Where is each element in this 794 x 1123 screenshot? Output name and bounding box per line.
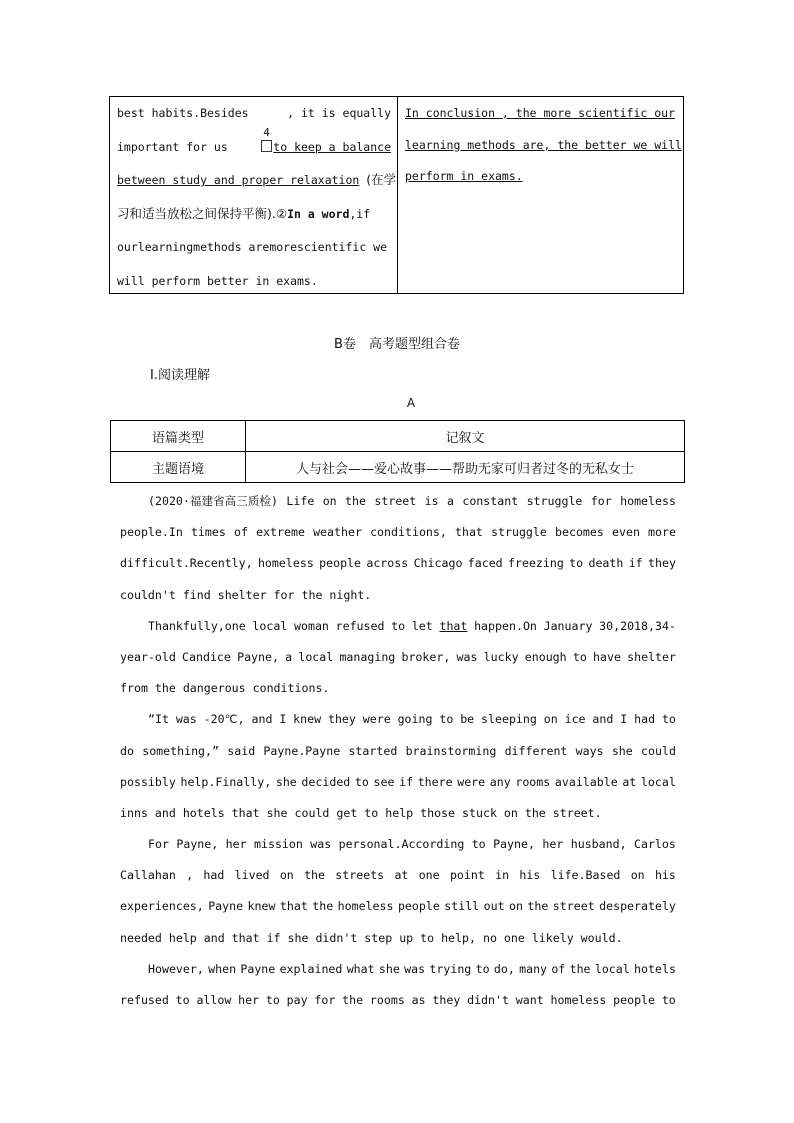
- text-fragment: ,if: [349, 206, 371, 221]
- text-line: [117, 204, 391, 238]
- text-fragment: ourlearningmethods aremorescientific we: [117, 240, 388, 254]
- improved-line: perform in exams.: [405, 169, 523, 183]
- passage-line: experiences, Payne knew that the homeless people still out on the street desperately: [120, 899, 676, 914]
- passage-line: year-old Candice Payne, a local managing broker, was lucky enough to have shelter: [120, 649, 676, 664]
- text-fragment: , it is equally: [287, 106, 391, 120]
- passage-line: from the dangerous conditions.: [120, 681, 330, 696]
- passage-line: “It was -20℃, and I knew they were going to be sleeping on ice and I had to: [148, 712, 676, 727]
- info-key: 语篇类型: [111, 421, 246, 452]
- passage-info-table: [110, 420, 685, 483]
- passage-line: However, when Payne explained what she was trying to do, many of the local hotels: [148, 961, 676, 976]
- chinese-note: 习和适当放松之间保持平衡).②: [117, 205, 288, 221]
- text-line: [117, 170, 397, 204]
- passage-line: difficult.Recently, homeless people across Chicago faced freezing to death if they: [120, 556, 676, 571]
- blank-number: 4: [263, 125, 270, 139]
- info-value: 记叙文: [246, 421, 685, 452]
- passage-line: (2020·福建省高三质检) Life on the street is a constant struggle for homeless: [148, 494, 676, 508]
- passage-line: couldn't find shelter for the night.: [120, 587, 372, 602]
- passage-line: people.In times of extreme weather conditions, that struggle becomes even more: [120, 525, 676, 540]
- chinese-note: (在学: [366, 172, 397, 187]
- passage-line: For Payne, her mission was personal.According to Payne, her husband, Carlos: [148, 837, 676, 852]
- improved-text-cell: [398, 97, 688, 293]
- info-value: 人与社会——爱心故事——帮助无家可归者过冬的无私女士: [246, 452, 685, 483]
- conclusion-comparison-table: [109, 96, 684, 294]
- blank-marker: [261, 125, 273, 157]
- passage-line: possibly help.Finally, she decided to see if there were any rooms available at local: [120, 774, 676, 789]
- text-fragment: will perform better in exams.: [117, 273, 318, 288]
- text-fragment: best habits.Besides: [117, 106, 249, 120]
- text-line: [117, 271, 391, 305]
- underlined-phrase: between study and proper relaxation: [117, 173, 360, 187]
- table-row: [111, 452, 685, 483]
- reading-passage: [120, 486, 676, 1016]
- passage-line: Callahan , had lived on the streets at one point in his life.Based on his: [120, 868, 676, 883]
- text-fragment: important for us: [117, 139, 228, 154]
- improved-line: In conclusion , the more scientific our: [405, 106, 676, 120]
- info-key: 主题语境: [111, 452, 246, 483]
- passage-line: do something,” said Payne.Payne started brainstorming different ways she could: [120, 743, 676, 758]
- underlined-phrase: to keep a balance: [273, 139, 391, 154]
- table-row: [111, 421, 685, 452]
- passage-line: refused to allow her to pay for the rooms as they didn't want homeless people to: [120, 993, 676, 1007]
- section-title: B卷 高考题型组合卷: [334, 337, 460, 352]
- text-line: [117, 103, 391, 137]
- text-fragment: [261, 125, 391, 171]
- passage-line: Thankfully,one local woman refused to let that happen.On January 30,2018,34-: [148, 618, 676, 633]
- passage-letter: A: [406, 396, 416, 410]
- passage-line: needed help and that if she didn't step up to help, no one likely would.: [120, 930, 623, 945]
- text-line: [117, 125, 391, 171]
- bold-phrase: In a word: [287, 206, 350, 221]
- text-line: [117, 237, 391, 271]
- passage-line: inns and hotels that she could get to help those stuck on the street.: [120, 805, 602, 820]
- improved-line: learning methods are, the better we will: [405, 137, 682, 152]
- original-text-cell: [110, 97, 398, 293]
- part-label: Ⅰ.阅读理解: [150, 368, 210, 383]
